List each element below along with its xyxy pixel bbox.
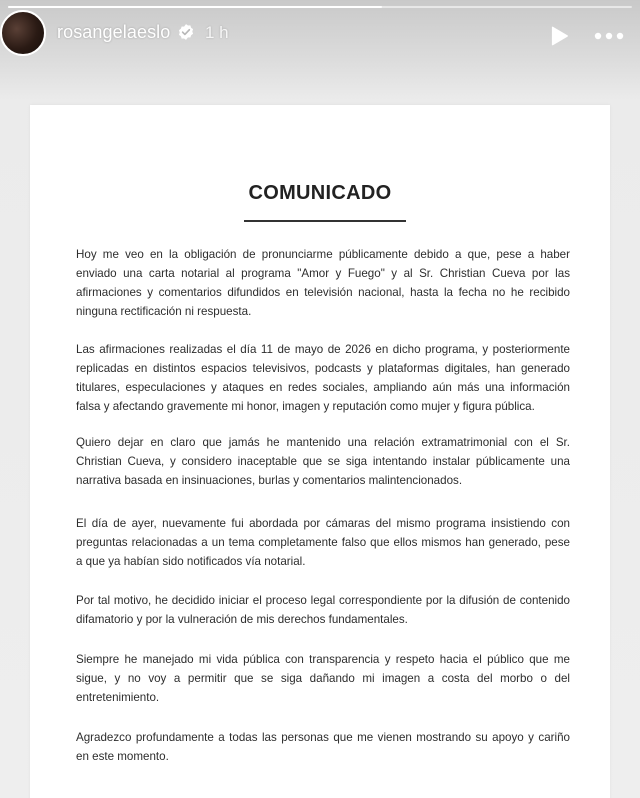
paragraph: Hoy me veo en la obligación de pronunciarme públicamente debido a que, pese a haber enviado una carta notarial al programa "Amor y Fuego" y al Sr. Christian Cueva por las afirmaciones y comentarios difundidos en televisión nacional, hasta la fecha no he recibido ninguna rectificación ni respuesta. [76, 248, 570, 318]
paragraph: Quiero dejar en claro que jamás he mantenido una relación extramatrimonial con el Sr. Christian Cueva, y considero inaceptable que se siga intentando instalar públicamente una narrativa basada en insinuaciones, burlas y comentarios malintencionados. [76, 436, 570, 487]
username[interactable]: rosangelaeslo [57, 22, 171, 42]
paragraph: Las afirmaciones realizadas el día 11 de mayo de 2026 en dicho programa, y posteriormente replicadas en distintos espacios televisivos, podcasts y plataformas digitales, han generado titulares, especulaciones y ataques en redes sociales, ampliando aún más una información falsa y afectando gravemente mi honor, imagen y reputación como mujer y figura pública. [76, 343, 570, 413]
play-icon[interactable] [548, 25, 570, 47]
paragraph: Por tal motivo, he decidido iniciar el proceso legal correspondiente por la difusión de contenido difamatorio y por la vulneración de mis derechos fundamentales. [76, 594, 570, 626]
avatar[interactable] [0, 10, 46, 56]
title-underline [244, 220, 406, 222]
paragraph: Siempre he manejado mi vida pública con transparencia y respeto hacia el público que me sigue, y no voy a permitir que se siga dañando mi imagen a costa del morbo o del entretenimiento. [76, 653, 570, 704]
post-time: 1 h [205, 23, 229, 42]
paragraph: El día de ayer, nuevamente fui abordada por cámaras del mismo programa insistiendo con preguntas relacionadas a un tema completamente falso que ellos mismos han generado, pese a que ya habían sido notificados vía notarial. [76, 517, 570, 568]
more-options-icon[interactable] [593, 30, 625, 42]
story-header [0, 6, 640, 58]
document-page [30, 105, 610, 798]
verified-badge-icon [177, 23, 195, 41]
paragraph: Agradezco profundamente a todas las personas que me vienen mostrando su apoyo y cariño en este momento. [76, 731, 570, 763]
document-title: COMUNICADO [248, 182, 392, 204]
